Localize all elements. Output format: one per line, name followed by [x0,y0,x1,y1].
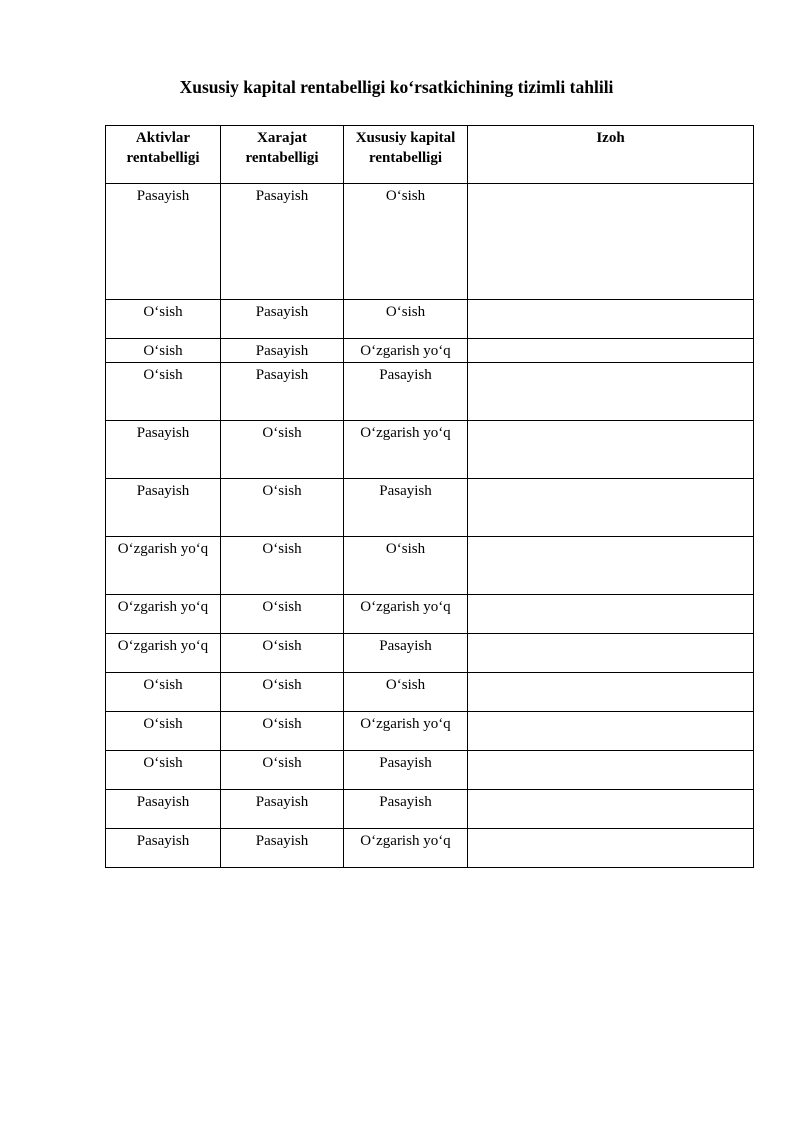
table-row [106,829,754,868]
cell-cost-profitability: Oʻsish [221,595,344,634]
cell-assets-profitability: Oʻsish [106,751,221,790]
cell-cost-profitability: Oʻsish [221,421,344,479]
table-row [106,790,754,829]
cell-note[interactable] [468,712,754,751]
cell-assets-profitability: Oʻzgarish yoʻq [106,634,221,673]
cell-note[interactable] [468,673,754,712]
table-row [106,339,754,363]
cell-assets-profitability: Pasayish [106,829,221,868]
table-row [106,673,754,712]
cell-equity-profitability: Oʻsish [344,537,468,595]
header-note: Izoh [468,126,754,184]
cell-cost-profitability: Pasayish [221,184,344,300]
cell-assets-profitability: Oʻzgarish yoʻq [106,595,221,634]
analysis-table [105,125,754,868]
cell-assets-profitability: Oʻzgarish yoʻq [106,537,221,595]
cell-equity-profitability: Pasayish [344,363,468,421]
cell-equity-profitability: Pasayish [344,751,468,790]
cell-cost-profitability: Oʻsish [221,673,344,712]
table-header-row [106,126,754,184]
table-row [106,421,754,479]
table-row [106,184,754,300]
cell-cost-profitability: Pasayish [221,363,344,421]
cell-note[interactable] [468,790,754,829]
header-cost-profitability: Xarajat rentabelligi [221,126,344,184]
cell-equity-profitability: Oʻzgarish yoʻq [344,712,468,751]
cell-note[interactable] [468,184,754,300]
cell-cost-profitability: Pasayish [221,339,344,363]
cell-assets-profitability: Oʻsish [106,712,221,751]
cell-assets-profitability: Pasayish [106,421,221,479]
cell-equity-profitability: Pasayish [344,479,468,537]
cell-note[interactable] [468,751,754,790]
cell-note[interactable] [468,421,754,479]
cell-assets-profitability: Oʻsish [106,673,221,712]
cell-cost-profitability: Oʻsish [221,479,344,537]
table-row [106,751,754,790]
cell-cost-profitability: Pasayish [221,300,344,339]
cell-note[interactable] [468,537,754,595]
page-title: Xususiy kapital rentabelligi koʻrsatkichining tizimli tahlili [179,77,614,97]
header-assets-profitability: Aktivlar rentabelligi [106,126,221,184]
cell-cost-profitability: Pasayish [221,790,344,829]
table-row [106,537,754,595]
cell-equity-profitability: Oʻsish [344,184,468,300]
cell-assets-profitability: Oʻsish [106,339,221,363]
cell-equity-profitability: Oʻsish [344,300,468,339]
table-row [106,712,754,751]
cell-assets-profitability: Pasayish [106,184,221,300]
cell-equity-profitability: Oʻzgarish yoʻq [344,421,468,479]
cell-note[interactable] [468,634,754,673]
cell-equity-profitability: Oʻzgarish yoʻq [344,829,468,868]
cell-cost-profitability: Oʻsish [221,751,344,790]
table-body [106,184,754,868]
cell-cost-profitability: Oʻsish [221,712,344,751]
cell-equity-profitability: Pasayish [344,634,468,673]
cell-equity-profitability: Oʻzgarish yoʻq [344,595,468,634]
table-row [106,479,754,537]
cell-note[interactable] [468,339,754,363]
cell-assets-profitability: Oʻsish [106,300,221,339]
cell-cost-profitability: Pasayish [221,829,344,868]
cell-note[interactable] [468,479,754,537]
cell-equity-profitability: Oʻzgarish yoʻq [344,339,468,363]
cell-equity-profitability: Oʻsish [344,673,468,712]
table-row [106,595,754,634]
cell-equity-profitability: Pasayish [344,790,468,829]
header-equity-profitability: Xususiy kapital rentabelligi [344,126,468,184]
cell-cost-profitability: Oʻsish [221,634,344,673]
cell-assets-profitability: Pasayish [106,790,221,829]
cell-cost-profitability: Oʻsish [221,537,344,595]
cell-assets-profitability: Pasayish [106,479,221,537]
table-row [106,634,754,673]
cell-note[interactable] [468,829,754,868]
cell-note[interactable] [468,300,754,339]
table-row [106,300,754,339]
table-row [106,363,754,421]
cell-note[interactable] [468,595,754,634]
cell-assets-profitability: Oʻsish [106,363,221,421]
cell-note[interactable] [468,363,754,421]
